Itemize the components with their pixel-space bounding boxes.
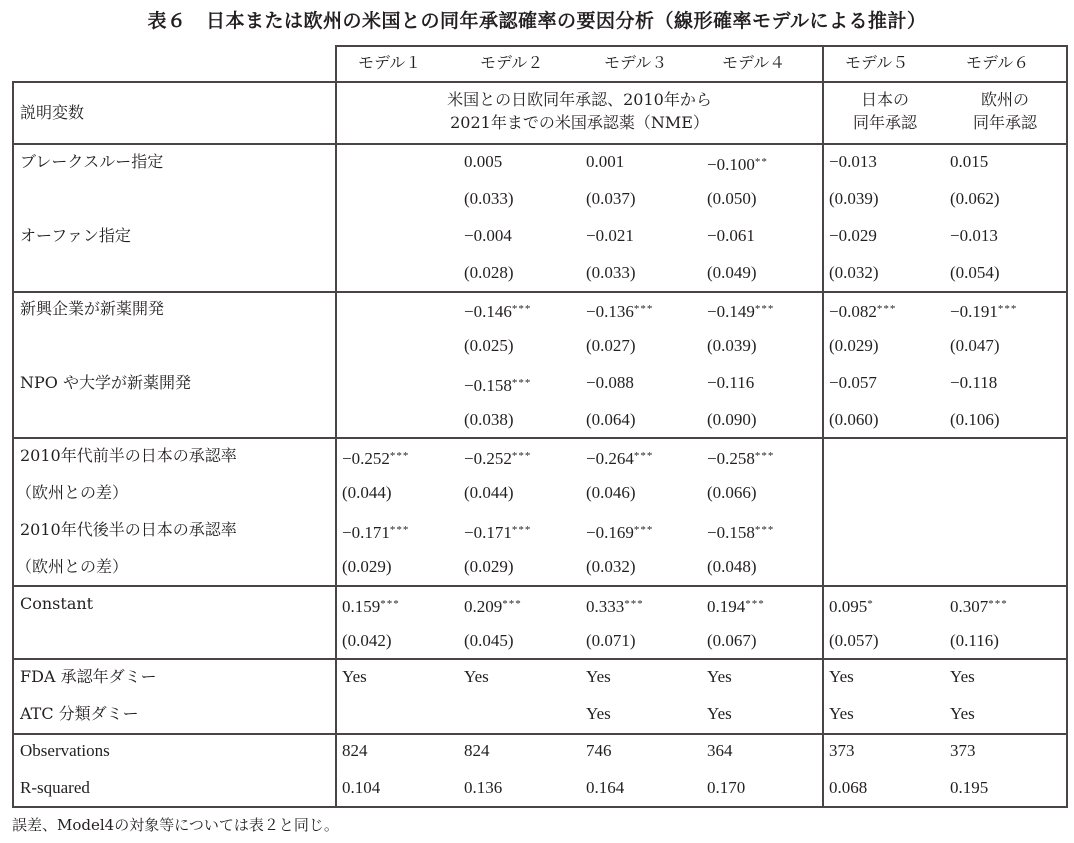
stat-label: R-squared <box>20 778 90 797</box>
coefficient-value: −0.013 <box>950 226 998 245</box>
rule-after-developer <box>12 437 1068 439</box>
stat-value: 0.170 <box>707 778 746 797</box>
coefficient-cell <box>950 594 1008 617</box>
significance-stars: *** <box>754 450 775 462</box>
stat-value: 0.136 <box>464 778 503 797</box>
coefficient-value: −0.004 <box>464 226 512 245</box>
coefficient-cell <box>464 594 522 617</box>
coefficient-cell <box>586 594 644 617</box>
coefficient-cell <box>707 373 754 393</box>
label-divider <box>335 45 337 808</box>
standard-error-cell: (0.090) <box>707 410 757 429</box>
standard-error-cell: (0.071) <box>586 631 636 650</box>
standard-error-cell: (0.042) <box>342 631 392 650</box>
coefficient-value: 0.015 <box>950 152 989 171</box>
dummy-value: Yes <box>707 704 732 723</box>
coefficient-cell <box>586 226 634 246</box>
coefficient-cell <box>707 520 774 543</box>
coefficient-cell <box>586 446 653 469</box>
standard-error-cell: (0.033) <box>586 263 636 282</box>
dummy-value: Yes <box>829 704 854 723</box>
standard-error-cell: (0.062) <box>950 189 1000 208</box>
standard-error-cell: (0.033) <box>464 189 514 208</box>
coefficient-cell <box>829 152 877 172</box>
standard-error-cell: (0.039) <box>829 189 879 208</box>
standard-error-cell: (0.029) <box>464 557 514 576</box>
significance-stars: *** <box>389 524 410 536</box>
header-rule <box>12 81 1068 83</box>
standard-error-cell: (0.028) <box>464 263 514 282</box>
coefficient-value: −0.171 <box>464 523 512 542</box>
col-header-model6: モデル６ <box>966 53 1030 72</box>
coefficient-value: 0.159 <box>342 597 381 616</box>
coefficient-cell <box>342 594 400 617</box>
dummy-label: ATC 分類ダミー <box>20 704 139 723</box>
standard-error-cell: (0.106) <box>950 410 1000 429</box>
coefficient-value: −0.158 <box>464 376 512 395</box>
coefficient-value: 0.209 <box>464 597 503 616</box>
stat-value: 0.195 <box>950 778 989 797</box>
model6-header-line1: 欧州の <box>980 90 1029 109</box>
dummy-value: Yes <box>950 667 975 686</box>
standard-error-cell: (0.039) <box>707 336 757 355</box>
model5-header-line2: 同年承認 <box>852 113 917 132</box>
significance-stars: *** <box>633 450 654 462</box>
stat-value: 746 <box>586 741 612 760</box>
standard-error-cell: (0.029) <box>829 336 879 355</box>
row-label: 2010年代後半の日本の承認率 <box>20 520 237 539</box>
coefficient-value: −0.252 <box>342 449 390 468</box>
coefficient-cell <box>464 226 512 246</box>
stat-value: 0.164 <box>586 778 625 797</box>
significance-stars: *** <box>389 450 410 462</box>
row-label: オーファン指定 <box>20 226 131 245</box>
rule-after-header <box>12 143 1068 145</box>
coefficient-value: −0.013 <box>829 152 877 171</box>
rule-after-japan-rate <box>12 585 1068 587</box>
dependent-var-line1: 米国との日欧同年承認、2010年から <box>447 90 712 109</box>
coefficient-value: −0.264 <box>586 449 634 468</box>
coefficient-value: −0.082 <box>829 302 877 321</box>
standard-error-cell: (0.046) <box>586 483 636 502</box>
dummy-label: FDA 承認年ダミー <box>20 667 157 686</box>
coefficient-value: 0.095 <box>829 597 868 616</box>
significance-stars: *** <box>511 377 532 389</box>
rule-after-designation <box>12 291 1068 293</box>
coefficient-cell <box>586 299 653 322</box>
significance-stars: * <box>867 598 874 610</box>
dummy-value: Yes <box>586 667 611 686</box>
standard-error-cell: (0.054) <box>950 263 1000 282</box>
table-footnote: 誤差、Model4の対象等については表２と同じ。 <box>12 816 339 834</box>
coefficient-cell <box>707 594 765 617</box>
coefficient-value: −0.149 <box>707 302 755 321</box>
coefficient-cell <box>829 373 877 393</box>
coefficient-value: −0.169 <box>586 523 634 542</box>
standard-error-cell: (0.044) <box>342 483 392 502</box>
stat-value: 0.104 <box>342 778 381 797</box>
significance-stars: *** <box>754 524 775 536</box>
coefficient-cell <box>342 446 409 469</box>
model6-header-line2: 同年承認 <box>972 113 1037 132</box>
row-sublabel: （欧州との差） <box>16 557 129 576</box>
coefficient-value: −0.171 <box>342 523 390 542</box>
dummy-value: Yes <box>707 667 732 686</box>
significance-stars: *** <box>511 450 532 462</box>
top-rule-models <box>335 45 1068 47</box>
coefficient-cell <box>464 152 502 172</box>
stat-value: 824 <box>342 741 368 760</box>
dummy-value: Yes <box>829 667 854 686</box>
col-header-model3: モデル３ <box>604 53 668 72</box>
coefficient-value: −0.252 <box>464 449 512 468</box>
dummy-value: Yes <box>950 704 975 723</box>
row-label: 2010年代前半の日本の承認率 <box>20 446 237 465</box>
significance-stars: *** <box>511 303 532 315</box>
significance-stars: *** <box>633 303 654 315</box>
row-label: Constant <box>20 594 94 613</box>
standard-error-cell: (0.116) <box>950 631 999 650</box>
coefficient-cell <box>342 520 409 543</box>
stat-value: 0.068 <box>829 778 868 797</box>
standard-error-cell: (0.032) <box>586 557 636 576</box>
standard-error-cell: (0.048) <box>707 557 757 576</box>
row-label: 新興企業が新薬開発 <box>20 299 165 318</box>
table-title: 表６ 日本または欧州の米国との同年承認確率の要因分析（線形確率モデルによる推計） <box>147 10 927 32</box>
coefficient-value: −0.191 <box>950 302 998 321</box>
coefficient-value: 0.001 <box>586 152 625 171</box>
significance-stars: *** <box>511 524 532 536</box>
coefficient-cell <box>950 299 1017 322</box>
dummy-value: Yes <box>464 667 489 686</box>
coefficient-value: −0.158 <box>707 523 755 542</box>
coefficient-value: −0.057 <box>829 373 877 392</box>
col-header-model1: モデル１ <box>358 53 422 72</box>
significance-stars: *** <box>624 598 644 610</box>
standard-error-cell: (0.066) <box>707 483 757 502</box>
coefficient-cell <box>586 373 634 393</box>
coefficient-cell <box>829 226 877 246</box>
coefficient-value: 0.005 <box>464 152 503 171</box>
coefficient-cell <box>829 299 896 322</box>
row-sublabel: （欧州との差） <box>16 483 129 502</box>
coefficient-value: −0.061 <box>707 226 755 245</box>
significance-stars: *** <box>745 598 765 610</box>
standard-error-cell: (0.064) <box>586 410 636 429</box>
coefficient-cell <box>707 226 755 246</box>
standard-error-cell: (0.060) <box>829 410 879 429</box>
coefficient-cell <box>950 152 988 172</box>
standard-error-cell: (0.045) <box>464 631 514 650</box>
standard-error-cell: (0.047) <box>950 336 1000 355</box>
stat-value: 373 <box>829 741 855 760</box>
rule-after-constant <box>12 658 1068 660</box>
dependent-var-header-6 <box>946 90 1064 133</box>
coefficient-value: −0.088 <box>586 373 634 392</box>
standard-error-cell: (0.038) <box>464 410 514 429</box>
coefficient-value: −0.118 <box>950 373 998 392</box>
coefficient-value: 0.194 <box>707 597 746 616</box>
coefficient-cell <box>464 520 531 543</box>
coefficient-cell <box>464 373 531 396</box>
coefficient-cell <box>586 520 653 543</box>
standard-error-cell: (0.049) <box>707 263 757 282</box>
standard-error-cell: (0.044) <box>464 483 514 502</box>
coefficient-cell <box>464 446 531 469</box>
standard-error-cell: (0.032) <box>829 263 879 282</box>
model5-header-line1: 日本の <box>860 90 909 109</box>
stat-label: Observations <box>20 741 110 760</box>
significance-stars: *** <box>754 303 775 315</box>
col-header-model4: モデル４ <box>722 53 786 72</box>
coefficient-cell <box>586 152 624 172</box>
dummy-value: Yes <box>342 667 367 686</box>
standard-error-cell: (0.067) <box>707 631 757 650</box>
significance-stars: *** <box>876 303 897 315</box>
dummy-value: Yes <box>586 704 611 723</box>
dependent-var-line2: 2021年までの米国承認薬（NME） <box>450 113 709 132</box>
col-header-model2: モデル２ <box>480 53 544 72</box>
significance-stars: *** <box>633 524 654 536</box>
coefficient-value: −0.136 <box>586 302 634 321</box>
rule-after-dummies <box>12 733 1068 735</box>
standard-error-cell: (0.057) <box>829 631 879 650</box>
coefficient-value: 0.307 <box>950 597 989 616</box>
significance-stars: *** <box>988 598 1008 610</box>
stat-value: 373 <box>950 741 976 760</box>
coefficient-value: −0.029 <box>829 226 877 245</box>
coefficient-value: −0.258 <box>707 449 755 468</box>
coefficient-value: 0.333 <box>586 597 625 616</box>
coefficient-cell <box>707 446 774 469</box>
dependent-var-header-1-4 <box>337 90 822 133</box>
col-header-model5: モデル５ <box>845 53 909 72</box>
standard-error-cell: (0.025) <box>464 336 514 355</box>
coefficient-cell <box>707 299 774 322</box>
standard-error-cell: (0.050) <box>707 189 757 208</box>
coefficient-cell <box>829 594 874 617</box>
significance-stars: *** <box>997 303 1018 315</box>
standard-error-cell: (0.029) <box>342 557 392 576</box>
row-label: ブレークスルー指定 <box>20 152 164 171</box>
dependent-var-header-5 <box>826 90 944 133</box>
significance-stars: *** <box>502 598 522 610</box>
standard-error-cell: (0.037) <box>586 189 636 208</box>
model5-divider <box>822 45 824 808</box>
stat-value: 364 <box>707 741 733 760</box>
significance-stars: ** <box>754 156 768 168</box>
coefficient-cell <box>707 152 768 175</box>
variable-header: 説明変数 <box>20 103 85 122</box>
coefficient-cell <box>950 373 997 393</box>
coefficient-value: −0.021 <box>586 226 634 245</box>
stat-value: 824 <box>464 741 490 760</box>
bottom-rule <box>12 806 1068 808</box>
coefficient-value: −0.146 <box>464 302 512 321</box>
significance-stars: *** <box>380 598 400 610</box>
coefficient-value: −0.100 <box>707 155 755 174</box>
coefficient-value: −0.116 <box>707 373 755 392</box>
row-label: NPO や大学が新薬開発 <box>20 373 191 392</box>
standard-error-cell: (0.027) <box>586 336 636 355</box>
coefficient-cell <box>464 299 531 322</box>
right-border <box>1066 45 1068 808</box>
coefficient-cell <box>950 226 998 246</box>
left-border <box>12 81 14 808</box>
